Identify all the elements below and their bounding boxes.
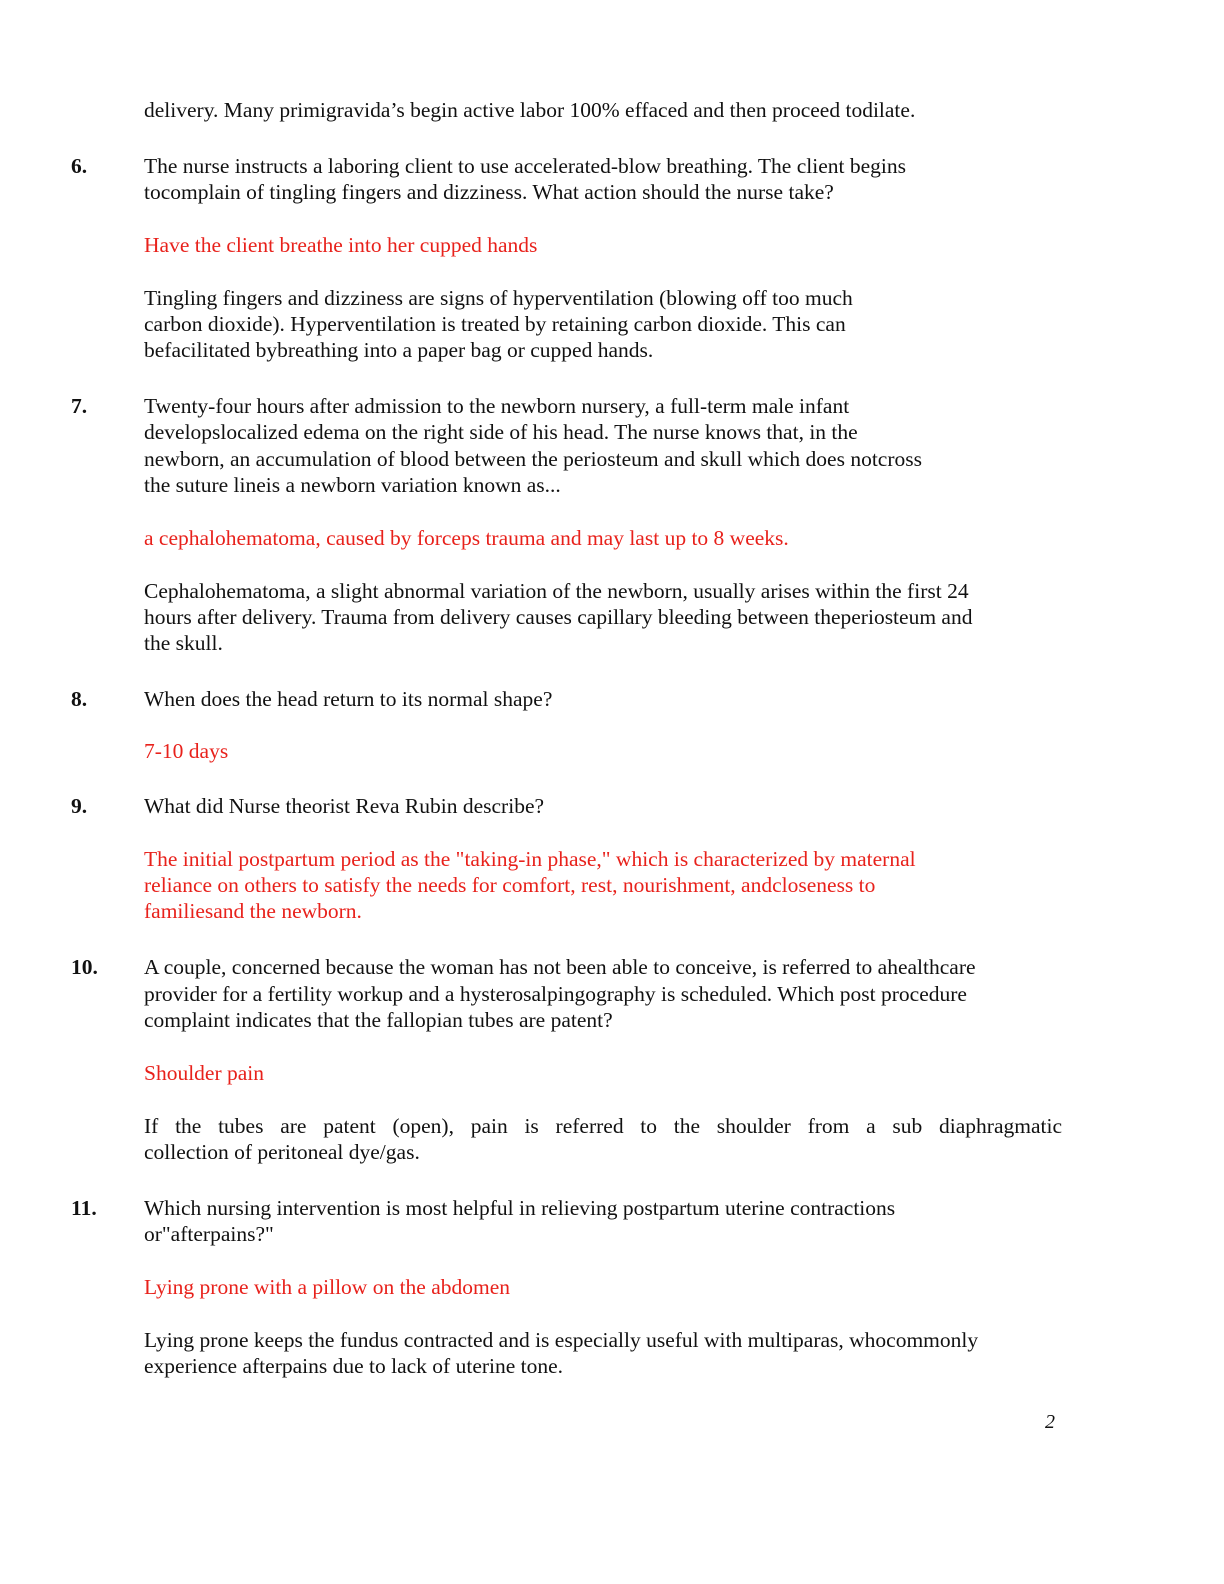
question-text-line: the suture lineis a newborn variation known as... xyxy=(144,473,561,497)
question-text-line: or"afterpains?" xyxy=(144,1222,274,1246)
rationale-text-line: Tingling fingers and dizziness are signs of hyperventilation (blowing off too much xyxy=(144,286,853,310)
question-text-line: complaint indicates that the fallopian tubes are patent? xyxy=(144,1008,613,1032)
rationale-text-line: experience afterpains due to lack of uterine tone. xyxy=(144,1354,564,1378)
rationale-text-line: Lying prone keeps the fundus contracted and is especially useful with multiparas, whocommonly xyxy=(144,1328,979,1352)
answer-text-line: familiesand the newborn. xyxy=(144,899,362,923)
rationale-text-line: befacilitated bybreathing into a paper bag or cupped hands. xyxy=(144,338,654,362)
question-text-line: What did Nurse theorist Reva Rubin describe? xyxy=(144,794,545,818)
rationale-text-line: hours after delivery. Trauma from delivery causes capillary bleeding between theperiosteum and xyxy=(144,605,973,629)
question-number: 10. xyxy=(71,955,98,979)
answer-text-line: Lying prone with a pillow on the abdomen xyxy=(144,1275,511,1299)
page-number: 2 xyxy=(1045,1411,1055,1433)
answer-text-line: Shoulder pain xyxy=(144,1061,265,1085)
question-number: 7. xyxy=(71,394,88,418)
question-text-line: When does the head return to its normal shape? xyxy=(144,687,553,711)
question-text-line: developslocalized edema on the right side of his head. The nurse knows that, in the xyxy=(144,420,858,444)
question-text-line: Twenty-four hours after admission to the newborn nursery, a full-term male infant xyxy=(144,394,850,418)
answer-text-line: reliance on others to satisfy the needs for comfort, rest, nourishment, andcloseness to xyxy=(144,873,876,897)
rationale-text-line: the skull. xyxy=(144,631,223,655)
question-text-line: Which nursing intervention is most helpful in relieving postpartum uterine contractions xyxy=(144,1196,896,1220)
answer-text-line: a cephalohematoma, caused by forceps trauma and may last up to 8 weeks. xyxy=(144,526,789,550)
rationale-text-line: If the tubes are patent (open), pain is referred to the shoulder from a sub diaphragmatic xyxy=(144,1114,1062,1138)
question-text-line: provider for a fertility workup and a hysterosalpingography is scheduled. Which post procedure xyxy=(144,982,967,1006)
answer-text-line: The initial postpartum period as the "taking-in phase," which is characterized by maternal xyxy=(144,847,916,871)
question-number: 6. xyxy=(71,154,88,178)
question-number: 11. xyxy=(71,1196,97,1220)
intro-line: delivery. Many primigravida’s begin active labor 100% effaced and then proceed todilate. xyxy=(144,98,916,122)
question-text-line: The nurse instructs a laboring client to use accelerated-blow breathing. The client begins xyxy=(144,154,906,178)
question-text-line: tocomplain of tingling fingers and dizziness. What action should the nurse take? xyxy=(144,180,834,204)
rationale-text-line: collection of peritoneal dye/gas. xyxy=(144,1140,420,1164)
answer-text-line: 7-10 days xyxy=(144,739,229,763)
rationale-text-line: Cephalohematoma, a slight abnormal variation of the newborn, usually arises within the first 24 xyxy=(144,579,969,603)
rationale-text-line: carbon dioxide). Hyperventilation is treated by retaining carbon dioxide. This can xyxy=(144,312,846,336)
question-number: 9. xyxy=(71,794,88,818)
answer-text-line: Have the client breathe into her cupped hands xyxy=(144,233,538,257)
question-text-line: newborn, an accumulation of blood between the periosteum and skull which does notcross xyxy=(144,447,922,471)
question-number: 8. xyxy=(71,687,88,711)
question-text-line: A couple, concerned because the woman has not been able to conceive, is referred to ahealthcare xyxy=(144,955,976,979)
